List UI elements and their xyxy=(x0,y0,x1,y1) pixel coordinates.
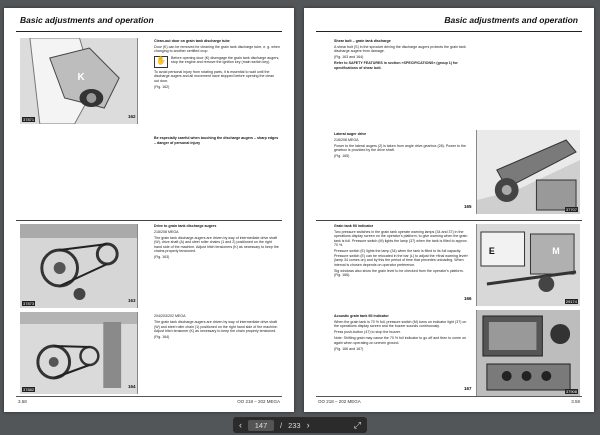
section-lateral-auger: Lateral auger drive 218/208 MEGA Power to the lateral augers (2) is taken from angle drive gearbox (28). Power to the gearbox is provided by the drive shaft. (Fig. 165) xyxy=(334,132,467,158)
page-separator: / xyxy=(280,420,283,430)
section-drive-204: 204/203/202 MEGA The grain tank discharge augers are driven by way of intermediate drive shaft (W) and steel roller chain (1) positioned on the right hand side of the machine. Adjust hitch tensioner (K) as necessary to keep the chain properly tensioned. (Fig. 164) xyxy=(154,314,278,339)
divider xyxy=(316,220,582,221)
section-clean-out-door: Clean-out door on grain tank discharge tube Door (K) can be removed for cleaning the grain tank discharge tube, e. g. when changing to another certified crop. ✋ Before opening door (K) disengage the grain tank discharge augers, stop the engine and remove the ignition key (main switch key). To avoid personal injury from rotating parts, it is essential to wait until the discharge augers and all movement have stopped before opening the clean out door. (Fig. 162) xyxy=(154,39,280,89)
page-controls xyxy=(233,417,367,433)
figure-166-number: 166 xyxy=(464,296,472,301)
svg-text:M: M xyxy=(552,245,560,257)
divider xyxy=(16,220,282,221)
figure-164-photo: 37882 xyxy=(20,312,138,394)
next-page-icon[interactable]: › xyxy=(306,420,310,430)
current-page-input[interactable]: 147 xyxy=(248,420,274,431)
warning-note: ✋ Before opening door (K) disengage the grain tank discharge augers, stop the engine and remove the ignition key (main switch key). xyxy=(154,56,280,68)
section-caution: Be especially careful when touching the discharge augers – sharp edges – danger of personal injury xyxy=(154,136,279,145)
figure-167-photo: 37908 xyxy=(476,310,580,396)
figure-163-photo: 37873 xyxy=(20,224,138,308)
figure-164-number: 164 xyxy=(128,384,136,389)
figure-165-number: 165 xyxy=(464,204,472,209)
section-fill-indicator: Grain tank fill indicator Two pressure switches in the grain tank operate warning lamps (34 and 37) in the operations display screen on the operator's platform, to give warning when the grain tank is full. Pressure switch (M) lights the lamp (37) when the tank is filled to approx. 70 %. Pressure switch (E) lights the lamp (34) when the tank is filled to its full capacity. Pressure switch (E) can be relocated in the bar (L) to adjust the »final warning level« (lamp 34 comes on) and by this the period of time that precedes unloading. When interval is chosen depends on operator preference. Sig windows also show the grain level to be checked from the operator's platform. (Fig. 166). xyxy=(334,224,469,277)
figure-167-number: 167 xyxy=(464,386,472,391)
page-left xyxy=(4,8,294,412)
page-footer: OO 218 – 202 MEGA 3.59 xyxy=(316,396,582,406)
section-shear-bolt: Shear bolt – grain tank discharge A shear bolt (S) in the sprocket driving the discharge augers protects the grain tank discharge augers from damage. (Fig. 163 and 164) Refer to SAFETY FEATURES in section »SPECIFICATIONS« (group 1) for specifications of shear bolt. xyxy=(334,39,466,70)
figure-162-photo: K 37871 xyxy=(20,38,138,124)
fit-page-icon[interactable]: ⤢ xyxy=(353,419,361,430)
previous-page-icon[interactable]: ‹ xyxy=(239,420,242,430)
page-footer: 3.58 OO 218 – 202 MEGA xyxy=(16,396,282,406)
warning-hand-icon: ✋ xyxy=(154,56,168,68)
section-drive-discharge-augers: Drive to grain tank discharge augers 218/208 MEGA The grain tank discharge augers are driven by way of intermediate drive shaft (W), drive shaft (A) and steel roller chains (1 and 2) positioned on the right hand side of the machine. Adjust hitch tensioners (K) as necessary to keep the chains properly tensioned. (Fig. 163) xyxy=(154,224,279,259)
svg-text:E: E xyxy=(488,245,495,257)
page-right xyxy=(304,8,594,412)
page-navigation-toolbar xyxy=(0,415,600,435)
figure-165-photo: 37707 xyxy=(476,130,580,214)
figure-166-photo: E M 29174 xyxy=(476,224,580,306)
page-header: Basic adjustments and operation xyxy=(316,14,582,32)
svg-text:K: K xyxy=(77,71,85,84)
page-header: Basic adjustments and operation xyxy=(16,14,282,32)
total-pages: 233 xyxy=(288,420,301,430)
section-acoustic-indicator: Acoustic grain tank fill indicator When the grain tank is 70 % full, pressure switch (M) turns on indicator light (37) on the operations display screen and the buzzer sounds continuously. Press push-button (47) to stop the buzzer. Note: Shifting grain may cause the 70 % full indicator to go off and then to come on again when operating on uneven ground. (Fig. 166 and 167) xyxy=(334,314,467,351)
figure-162-number: 162 xyxy=(128,114,136,119)
figure-163-number: 163 xyxy=(128,298,136,303)
